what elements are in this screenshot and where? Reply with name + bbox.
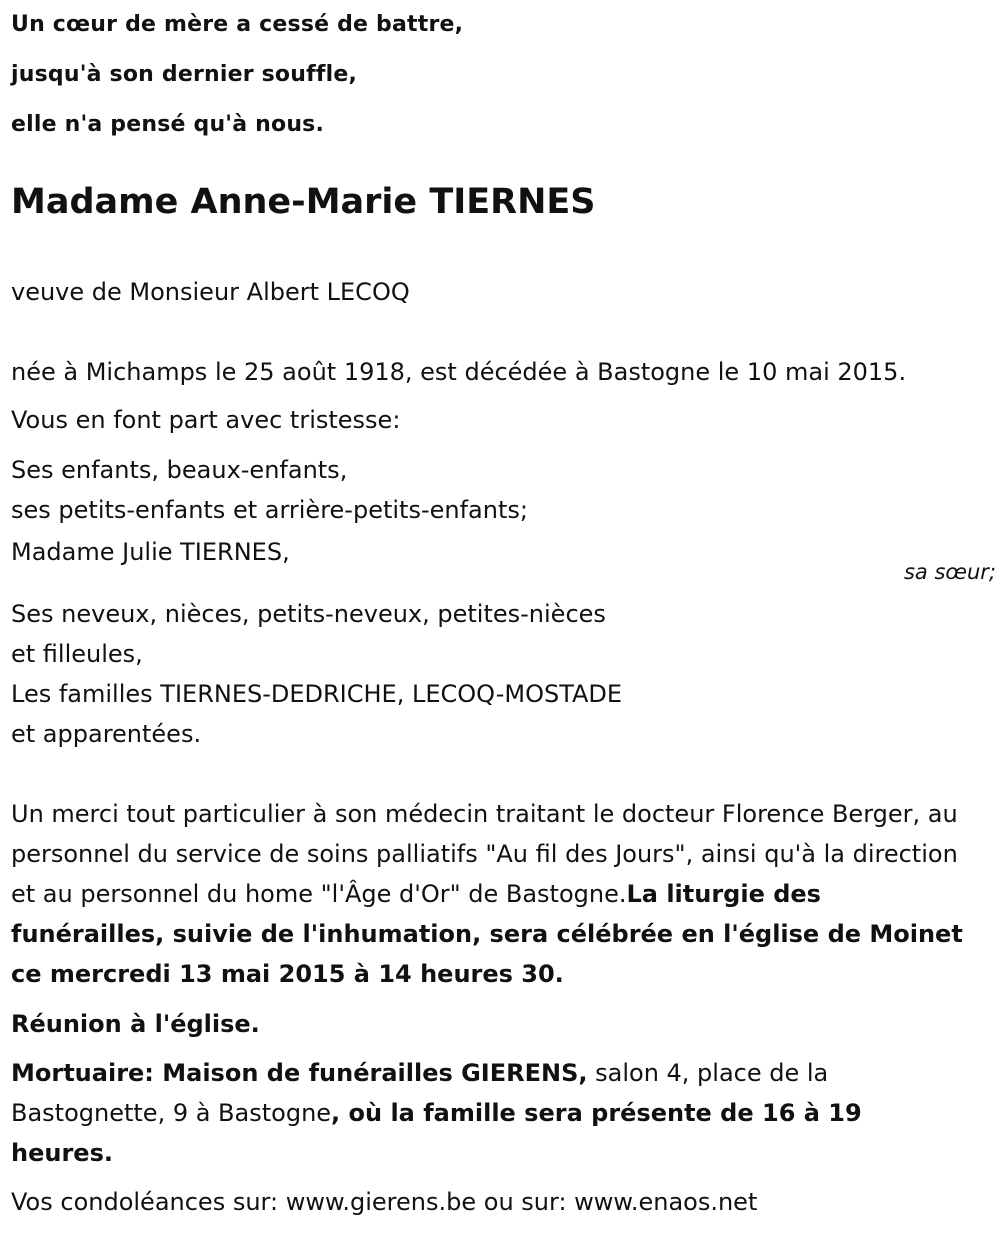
relatives-line: et filleules, xyxy=(11,640,143,668)
relatives-line: et apparentées. xyxy=(11,720,202,748)
relatives-line: Ses neveux, nièces, petits-neveux, petites-nièces xyxy=(11,600,606,628)
family-line: Madame Julie TIERNES, xyxy=(11,538,290,566)
sister-note: sa sœur; xyxy=(903,560,996,584)
mortuary-label: Mortuaire: Maison de funérailles GIERENS, xyxy=(11,1059,588,1087)
spouse-line: veuve de Monsieur Albert LECOQ xyxy=(11,278,410,306)
family-line: Ses enfants, beaux-enfants, xyxy=(11,456,348,484)
mortuary-presence: , où la famille sera présente de 16 à 19 heures. xyxy=(11,1099,862,1167)
birth-death-line: née à Michamps le 25 août 1918, est décédée à Bastogne le 10 mai 2015. xyxy=(11,358,907,386)
thanks-text: Un merci tout particulier à son médecin traitant le docteur Florence Berger, au personnel du service de soins palliatifs "Au fil des Jours", ainsi qu'à la direction et au personnel du home "l'Âge d'Or" de Bastogne. xyxy=(11,800,958,908)
thanks-paragraph xyxy=(11,794,971,994)
liturgy-text: La liturgie des funérailles, suivie de l'inhumation, sera célébrée en l'église de Moinet ce mercredi 13 mai 2015 à 14 heures 30. xyxy=(11,880,963,988)
poem-line-1: Un cœur de mère a cessé de battre, xyxy=(11,12,464,37)
deceased-name: Madame Anne-Marie TIERNES xyxy=(11,182,596,222)
mortuary-address: salon 4, place de la Bastognette, 9 à Bastogne xyxy=(11,1059,829,1127)
family-line: ses petits-enfants et arrière-petits-enfants; xyxy=(11,496,528,524)
announcement-intro: Vous en font part avec tristesse: xyxy=(11,406,401,434)
meeting-line: Réunion à l'église. xyxy=(11,1010,260,1038)
mortuary-paragraph xyxy=(11,1053,971,1173)
poem-line-3: elle n'a pensé qu'à nous. xyxy=(11,112,325,137)
poem-line-2: jusqu'à son dernier souffle, xyxy=(11,62,358,87)
relatives-line: Les familles TIERNES-DEDRICHE, LECOQ-MOSTADE xyxy=(11,680,623,708)
condolences-line: Vos condoléances sur: www.gierens.be ou sur: www.enaos.net xyxy=(11,1188,758,1216)
